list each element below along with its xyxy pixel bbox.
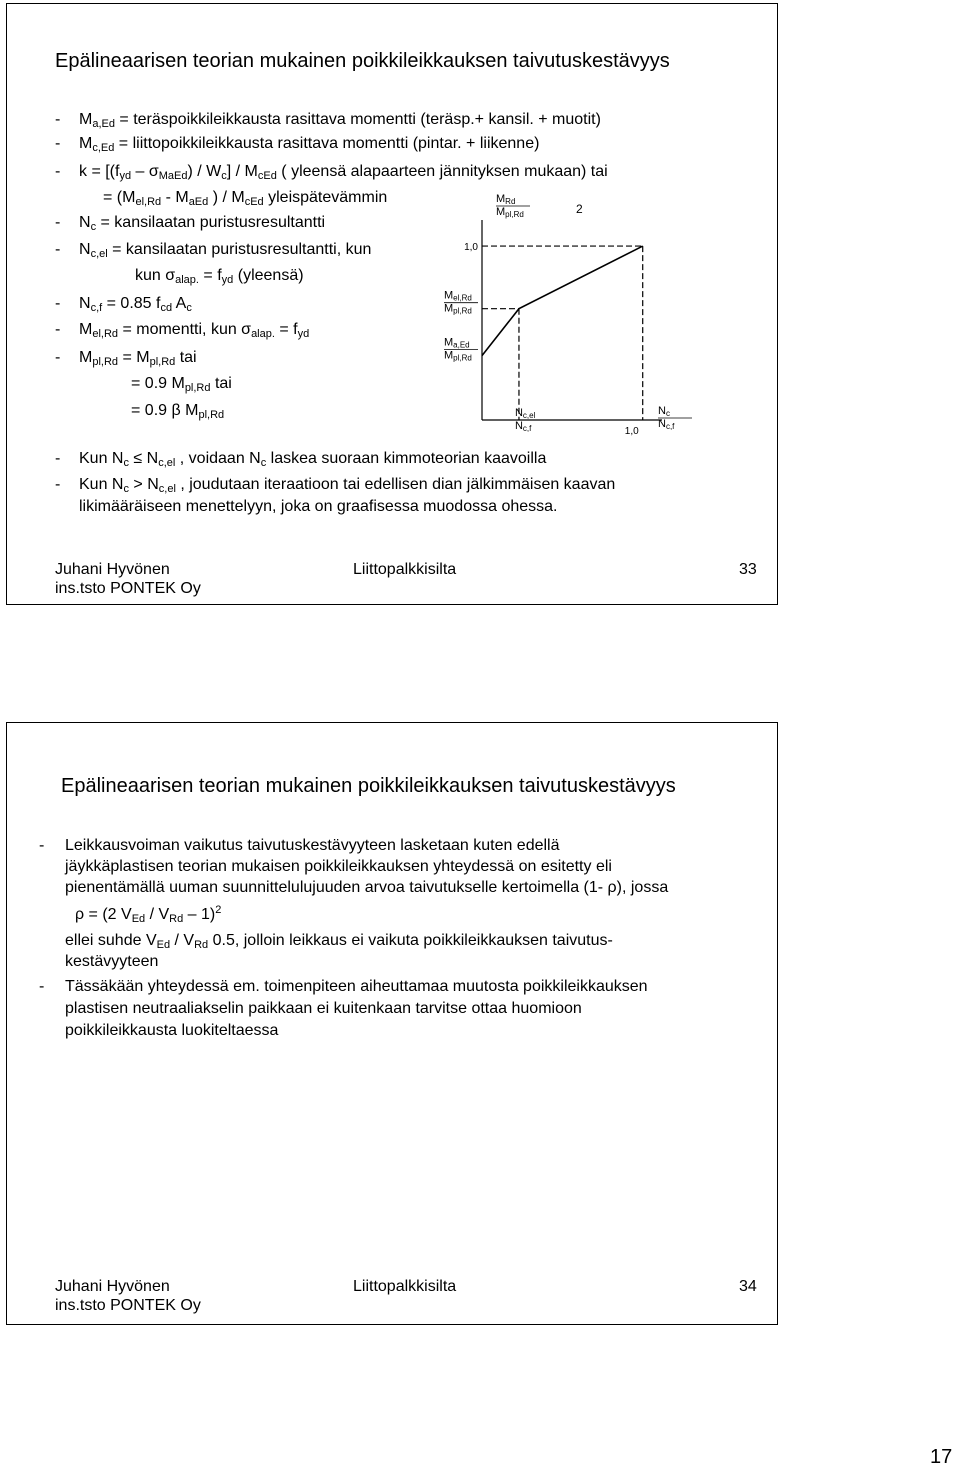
y-mark-mel <box>444 290 478 316</box>
y-axis-label <box>496 193 530 219</box>
slide-34 <box>6 722 778 1325</box>
def-k: $k = [(f_{yd} - \sigma_{MaEd}) / W_c] / M_{cEd}$ ( yleensä alapaarteen jännityksen mukaan) tai <box>79 163 608 182</box>
y-axis-label-numerator: MRd <box>496 193 516 206</box>
para1-line2: jäykkäplastisen teorian mukaisen poikkileikkauksen yhteydessä on esitetty eli <box>65 858 612 875</box>
x-mark-ncel-numerator: Nc,el <box>514 407 536 420</box>
footer-topic: Liittopalkkisilta <box>353 561 457 578</box>
rule-iteration-cont: likimääräiseen menettelyyn, joka on graafisessa muodossa ohessa. <box>79 498 558 515</box>
bullet-dash: - <box>55 321 61 338</box>
footer-company: ins.tsto PONTEK Oy <box>55 1297 201 1314</box>
para1-line6: kestävyyteen <box>65 953 159 970</box>
bullet-dash: - <box>55 349 61 366</box>
rule-iteration: Kun $N_c > N_{c,el}$ , joudutaan iteraatioon tai edellisen dian jälkimmäisen kaavan <box>79 476 616 495</box>
def-nc-f: $N_{c,f} = 0.85$ $f_{cd}$ $A_c$ <box>79 295 192 314</box>
def-nc-el: $N_{c,el}$ = kansilaatan puristusresultantti, kun <box>79 241 372 260</box>
def-nc-el-cond: kun $\sigma_{alap.} = f_{yd}$ (yleensä) <box>135 267 304 286</box>
def-mpl-rd: $M_{pl,Rd} = M_{pl,Rd}$ tai <box>79 349 197 368</box>
para2-line2: plastisen neutraaliakselin paikkaan ei kuitenkaan tarvitse ottaa huomioon <box>65 1000 582 1017</box>
footer-page-number: 33 <box>739 561 757 578</box>
bullet-dash: - <box>55 295 61 312</box>
y-axis-exponent: 2 <box>576 202 583 216</box>
def-mel-rd: $M_{el,Rd}$ = momentti, kun $\sigma_{alap.} = f_{yd}$ <box>79 321 310 340</box>
def-mpl-rd-alt1: = 0.9 $M_{pl,Rd}$ tai <box>131 375 232 394</box>
y-mark-mel-numerator: Mel,Rd <box>444 289 472 303</box>
rule-elastic: Kun $N_c \le N_{c,el}$ , voidaan $N_c$ laskea suoraan kimmoteorian kaavoilla <box>79 450 547 469</box>
def-mpl-rd-alt2: = 0.9 β $M_{pl,Rd}$ <box>131 402 225 421</box>
def-mc-ed: $M_{c,Ed}$ = liittopoikkileikkausta rasittava momentti (pintar. + liikenne) <box>79 135 540 154</box>
y-tick-label: 1,0 <box>464 242 478 254</box>
bullet-dash: - <box>55 450 61 467</box>
bullet-dash: - <box>39 837 45 854</box>
x-axis-label <box>658 405 692 431</box>
interaction-diagram <box>427 180 727 450</box>
bullet-dash: - <box>55 111 61 128</box>
para2-line1: Tässäkään yhteydessä em. toimenpiteen aiheuttamaa muutosta poikkileikkauksen <box>65 978 648 995</box>
x-mark-ncel-denominator: Nc,f <box>514 420 532 433</box>
def-nc: $N_c$ = kansilaatan puristusresultantti <box>79 214 326 233</box>
bullet-dash: - <box>55 163 61 180</box>
y-axis-label-denominator: Mpl,Rd <box>496 206 524 219</box>
x-mark-ncel <box>515 407 549 433</box>
def-ma-ed: $M_{a,Ed}$ = teräspoikkileikkausta rasittava momentti (teräsp.+ kansil. + muotit) <box>79 111 601 130</box>
slide-title: Epälineaarisen teorian mukainen poikkileikkauksen taivutuskestävyys <box>61 775 676 797</box>
y-mark-ma-denominator: Mpl,Rd <box>444 349 472 363</box>
x-axis-label-numerator: Nc <box>658 405 670 418</box>
para1-condition: ellei suhde $V_{Ed} / V_{Rd}$ 0.5, jolloin leikkaus ei vaikuta poikkileikkauksen taivutus- <box>65 932 613 951</box>
footer-company: ins.tsto PONTEK Oy <box>55 580 201 597</box>
y-mark-ma <box>444 337 478 363</box>
para1-line1: Leikkausvoiman vaikutus taivutuskestävyyteen lasketaan kuten edellä <box>65 837 560 854</box>
footer-topic: Liittopalkkisilta <box>353 1278 457 1295</box>
footer-page-number: 34 <box>739 1278 757 1295</box>
x-tick-label: 1,0 <box>624 426 639 437</box>
slide-title: Epälineaarisen teorian mukainen poikkileikkauksen taivutuskestävyys <box>55 50 670 72</box>
para2-line3: poikkileikkausta luokiteltaessa <box>65 1022 279 1039</box>
slide-33 <box>6 3 778 605</box>
para1-line3: pienentämällä uuman suunnittelulujuuden arvoa taivutukselle kertoimella (1- ρ), jossa <box>65 879 669 896</box>
y-mark-mel-denominator: Mpl,Rd <box>444 302 472 316</box>
def-k-alt: = ($M_{el,Rd} - M_{aEd}$ ) / $M_{cEd}$ yleispätevämmin <box>103 189 388 208</box>
bullet-dash: - <box>55 135 61 152</box>
rho-formula: ρ = (2 $V_{Ed} / V_{Rd} - 1)^2$ <box>75 904 222 925</box>
footer-author: Juhani Hyvönen <box>55 1278 170 1295</box>
x-axis-label-denominator: Nc,f <box>658 418 675 431</box>
bullet-dash: - <box>55 476 61 493</box>
footer-author: Juhani Hyvönen <box>55 561 170 578</box>
y-mark-ma-numerator: Ma,Ed <box>444 336 470 350</box>
bullet-dash: - <box>55 214 61 231</box>
series-line <box>482 246 643 356</box>
bullet-dash: - <box>55 241 61 258</box>
bullet-dash: - <box>39 978 45 995</box>
document-page-number: 17 <box>930 1446 953 1468</box>
